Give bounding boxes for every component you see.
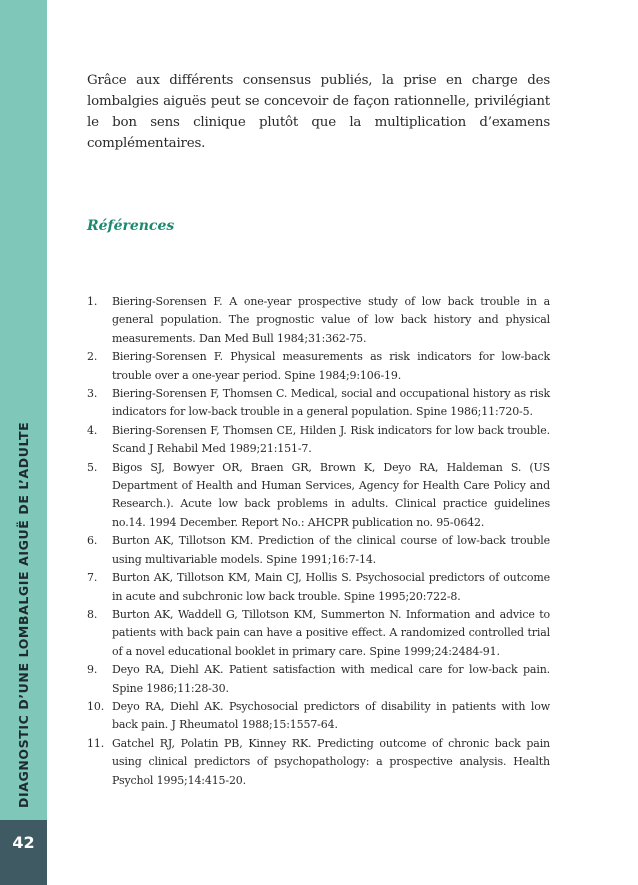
reference-number: 8.	[87, 607, 98, 621]
reference-item	[87, 569, 550, 606]
reference-number: 11.	[87, 736, 105, 750]
reference-number: 1.	[87, 295, 98, 308]
page-number: 42	[12, 833, 35, 852]
reference-item	[87, 698, 550, 735]
reference-item	[87, 422, 550, 459]
reference-text: Deyo RA, Diehl AK. Psychosocial predictors of disability in patients with low back pain. J Rheumatol 1988;15:1557-64.	[112, 699, 550, 732]
reference-item	[87, 661, 550, 698]
reference-text: Biering-Sorensen F. Physical measurements as risk indicators for low-back trouble over a one-year period. Spine 1984;9:106-19.	[112, 350, 550, 382]
reference-item	[87, 532, 550, 569]
reference-item	[87, 348, 550, 385]
reference-text: Biering-Sorensen F, Thomsen C. Medical, social and occupational history as risk indicators for low-back trouble in a general population. Spine 1986;11:720-5.	[112, 387, 550, 419]
reference-text: Gatchel RJ, Polatin PB, Kinney RK. Predicting outcome of chronic back pain using clinical predictors of psychopathology: a prospective analysis. Health Psychol 1995;14:415-20.	[112, 736, 550, 787]
reference-number: 4.	[87, 423, 98, 437]
reference-number: 6.	[87, 534, 98, 548]
reference-text: Bigos SJ, Bowyer OR, Braen GR, Brown K, Deyo RA, Haldeman S. (US Department of Health and Human Services, Agency for Health Care Policy and Research.). Acute low back problems in adults. Clinical practice guidelines no.14. 1994 December. Report No.: AHCPR publication no. 95-0642.	[112, 460, 550, 529]
reference-number: 3.	[87, 387, 98, 401]
reference-number: 5.	[87, 460, 98, 474]
reference-item	[87, 606, 550, 661]
intro-paragraph: Grâce aux différents consensus publiés, la prise en charge des lombalgies aiguës peut se concevoir de façon rationnelle, privilégiant le bon sens clinique plutôt que la multiplication d’examens complémentaires.	[87, 73, 550, 151]
reference-item	[87, 385, 550, 422]
reference-number: 2.	[87, 350, 98, 364]
reference-item	[87, 293, 550, 348]
reference-text: Deyo RA, Diehl AK. Patient satisfaction with medical care for low-back pain. Spine 1986;11:28-30.	[112, 663, 550, 695]
chapter-title: DIAGNOSTIC D’UNE LOMBALGIE AIGUË DE L’ADULTE	[16, 421, 31, 808]
reference-text: Burton AK, Tillotson KM. Prediction of the clinical course of low-back trouble using multivariable models. Spine 1991;16:7-14.	[112, 534, 550, 566]
reference-number: 9.	[87, 663, 98, 677]
reference-text: Biering-Sorensen F, Thomsen CE, Hilden J. Risk indicators for low back trouble. Scand J Rehabil Med 1989;21:151-7.	[112, 423, 550, 456]
references-list	[87, 293, 550, 790]
reference-text: Burton AK, Tillotson KM, Main CJ, Hollis S. Psychosocial predictors of outcome in acute and subchronic low back trouble. Spine 1995;20:722-8.	[112, 571, 550, 603]
reference-text: Biering-Sorensen F. A one-year prospective study of low back trouble in a general population. The prognostic value of low back history and physical measurements. Dan Med Bull 1984;31:362-75.	[112, 295, 550, 345]
reference-item	[87, 459, 550, 533]
reference-number: 10.	[87, 699, 105, 713]
reference-text: Burton AK, Waddell G, Tillotson KM, Summerton N. Information and advice to patients with back pain can have a positive effect. A randomized controlled trial of a novel educational booklet in primary care. Spine 1999;24:2484-91.	[112, 607, 550, 658]
reference-number: 7.	[87, 571, 98, 585]
references-heading: Références	[87, 218, 175, 234]
reference-item	[87, 735, 550, 790]
